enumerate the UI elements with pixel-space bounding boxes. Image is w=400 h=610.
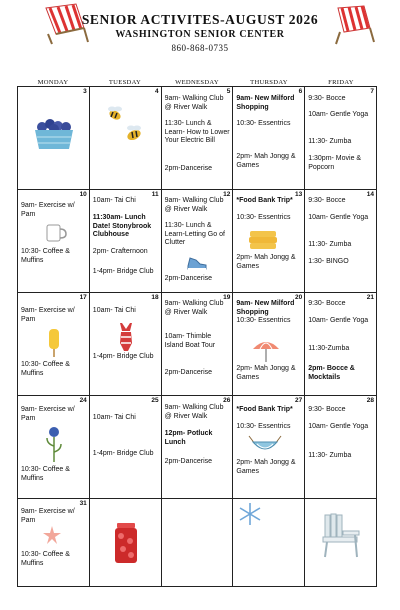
day-number: 28 [366, 397, 374, 404]
event-text: 10am- Gentle Yoga [308, 214, 369, 221]
center-name: WASHINGTON SENIOR CENTER [115, 29, 285, 40]
event-text: *Food Bank Trip* [236, 197, 293, 204]
day-number: 12 [223, 191, 231, 198]
event-text: 11:30-Zumba [308, 345, 350, 352]
day-number: 11 [151, 191, 159, 198]
event-text: 9am- Walking Club @ River Walk [164, 404, 224, 420]
day-number: 25 [151, 397, 159, 404]
event-text: 10am- Gentle Yoga [308, 111, 369, 118]
weekday-label: THURSDAY [250, 79, 288, 86]
event-text: 2pm- Mah Jongg & Games [236, 153, 296, 169]
event-text: 2pm-Dancerise [164, 275, 213, 282]
adirondack-chair-icon [319, 513, 363, 559]
event-text: 11:30- Lunch & Learn-Letting Go of Clutter [164, 222, 225, 247]
day-cell [18, 499, 90, 587]
event-text: 10am- Gentle Yoga [308, 317, 369, 324]
event-text: 1:30pm- Movie & Popcorn [308, 155, 362, 171]
event-text: 10:30- Coffee & Muffins [21, 466, 70, 482]
day-cell [305, 87, 377, 190]
day-number: 10 [79, 191, 87, 198]
event-text: 9am- Walking Club @ River Walk [164, 300, 224, 316]
event-text: 9am- Exercise w/ Pam [21, 307, 75, 323]
day-number: 19 [223, 294, 231, 301]
event-text: 2pm- Mah Jongg & Games [236, 365, 296, 381]
weekday-label: FRIDAY [328, 79, 354, 86]
sneaker-icon [186, 252, 208, 272]
day-cell [89, 396, 161, 499]
day-number: 18 [151, 294, 159, 301]
event-text: 10am- Gentle Yoga [308, 423, 369, 430]
bee-icon [104, 101, 148, 147]
event-text: 10am- Tai Chi [92, 197, 136, 204]
week-row [18, 396, 377, 499]
day-cell [161, 87, 233, 190]
day-cell [305, 190, 377, 293]
event-text: 2pm-Dancerise [164, 369, 213, 376]
day-number: 14 [366, 191, 374, 198]
phone-number: 860-868-0735 [171, 43, 229, 53]
event-text: 9am- New Milford Shopping [236, 95, 295, 111]
event-text: 11:30- Lunch & Learn- How to Lower Your Electric Bill [164, 120, 230, 145]
day-cell [161, 293, 233, 396]
event-text: 9am- Exercise w/ Pam [21, 508, 75, 524]
event-text: 2pm- Mah Jongg & Games [236, 254, 296, 270]
event-text: 1-4pm- Bridge Club [92, 268, 154, 275]
day-cell [161, 190, 233, 293]
day-cell [161, 396, 233, 499]
day-cell [89, 499, 161, 587]
weekday-label: WEDNESDAY [175, 79, 219, 86]
event-text: 1-4pm- Bridge Club [92, 353, 154, 360]
event-text: 10am- Tai Chi [92, 414, 136, 421]
day-cell [89, 190, 161, 293]
event-text: 9:30- Bocce [308, 406, 346, 413]
event-text: 9am- New Milford Shopping [236, 300, 295, 316]
day-cell [305, 499, 377, 587]
day-cell [18, 293, 90, 396]
event-text: 1-4pm- Bridge Club [92, 450, 154, 457]
week-row [18, 87, 377, 190]
hammock-icon [247, 432, 283, 456]
event-text: 1:30- BINGO [308, 258, 349, 265]
day-number: 13 [294, 191, 303, 198]
day-cell [233, 190, 305, 293]
day-number: 6 [298, 88, 303, 95]
calendar-header [0, 0, 400, 80]
week-row [18, 293, 377, 396]
week-row [18, 190, 377, 293]
event-text: 11:30- Zumba [308, 452, 352, 459]
event-text: 10:30- Coffee & Muffins [21, 248, 70, 264]
event-text: 10:30- Coffee & Muffins [21, 361, 70, 377]
day-number: 3 [83, 88, 87, 95]
event-text: 9:30- Bocce [308, 197, 346, 204]
event-text: *Food Bank Trip* [236, 406, 293, 413]
event-text: 10:30- Essentrics [236, 317, 291, 324]
event-text: 9am- Walking Club @ River Walk [164, 95, 224, 111]
coffee-mug-icon [44, 220, 68, 244]
day-cell [18, 87, 90, 190]
blueberry-basket-icon [32, 115, 76, 151]
day-cell [89, 87, 161, 190]
event-text: 9:30- Bocce [308, 95, 346, 102]
day-cell [233, 499, 305, 587]
day-number: 4 [154, 88, 159, 95]
day-cell [305, 396, 377, 499]
event-text: 9am- Exercise w/ Pam [21, 202, 75, 218]
day-cell [233, 293, 305, 396]
event-text: 10am- Thimble Island Boat Tour [164, 333, 216, 349]
towels-icon [247, 228, 281, 252]
popsicle-icon [46, 327, 62, 359]
day-number: 31 [79, 500, 87, 507]
event-text: 2pm- Crafternoon [92, 248, 148, 255]
event-text: 2pm-Dancerise [164, 458, 213, 465]
day-number: 5 [226, 88, 231, 95]
day-number: 21 [366, 294, 374, 301]
event-text: 2pm- Bocce & Mocktails [308, 365, 355, 381]
day-number: 26 [223, 397, 231, 404]
day-cell [18, 396, 90, 499]
day-cell [233, 87, 305, 190]
day-cell [305, 293, 377, 396]
day-number: 27 [294, 397, 303, 404]
beach-umbrella-icon [251, 337, 281, 363]
event-text: 9am- Walking Club @ River Walk [164, 197, 224, 213]
event-text: 11:30- Zumba [308, 138, 352, 145]
event-text: 10:30- Coffee & Muffins [21, 551, 70, 567]
day-number: 20 [294, 294, 303, 301]
event-text: 2pm- Mah Jongg & Games [236, 459, 296, 475]
week-row [18, 499, 377, 587]
day-cell [161, 499, 233, 587]
event-text: 9am- Exercise w/ Pam [21, 406, 75, 422]
weekday-label: MONDAY [37, 79, 69, 86]
weekday-label: TUESDAY [108, 79, 142, 86]
event-text: 10:30- Essentrics [236, 120, 291, 127]
event-text: 10am- Tai Chi [92, 307, 136, 314]
starfish-icon [42, 525, 62, 545]
day-number: 24 [79, 397, 87, 404]
event-text: 10:30- Essentrics [236, 423, 291, 430]
flower-icon [44, 424, 64, 464]
swimsuit-icon [116, 321, 136, 353]
snowflake-icon [237, 501, 263, 527]
event-text: 12pm- Potluck Lunch [164, 430, 213, 446]
event-text: 10:30- Essentrics [236, 214, 291, 221]
event-text: 11:30- Zumba [308, 241, 352, 248]
day-cell [233, 396, 305, 499]
day-number: 17 [79, 294, 87, 301]
event-text: 2pm-Dancerise [164, 165, 213, 172]
day-cell [18, 190, 90, 293]
event-text: 11:30am- Lunch Date! Stonybrook Clubhouse [92, 214, 152, 239]
page-title: SENIOR ACTIVITES-AUGUST 2026 [81, 12, 319, 27]
event-text: 9:30- Bocce [308, 300, 346, 307]
calendar-grid [17, 86, 377, 587]
day-number: 7 [370, 88, 374, 95]
jam-jar-icon [112, 521, 140, 565]
day-cell [89, 293, 161, 396]
